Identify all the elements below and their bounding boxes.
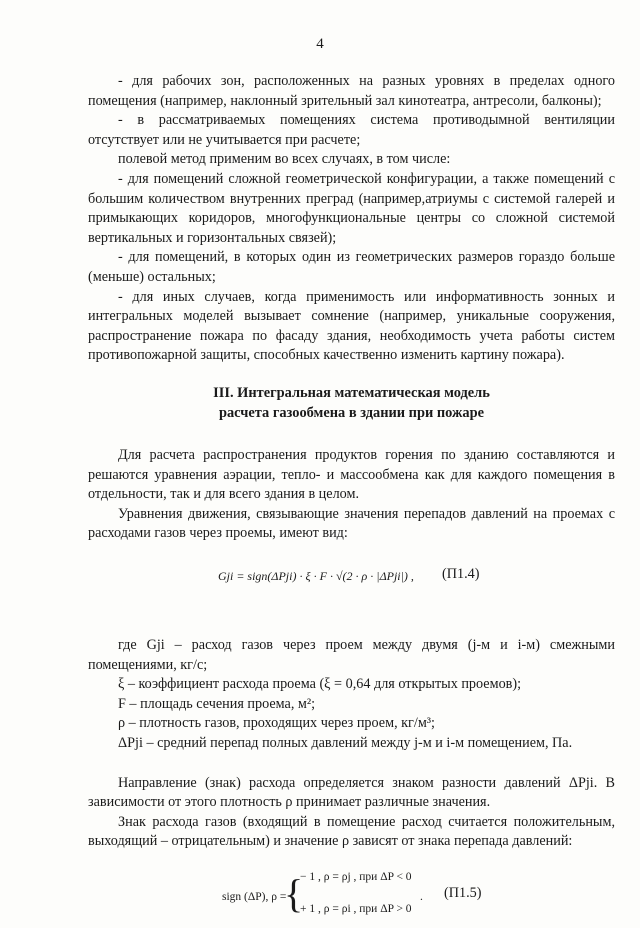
paragraph: Направление (знак) расхода определяется знаком разности давлений ΔPji. В зависимости от этого плотность ρ принимает различные значения. (88, 774, 615, 811)
paragraph: полевой метод применим во всех случаях, в том числе: (118, 151, 451, 168)
formula-case: − 1 , ρ = ρj , при ΔP < 0 (300, 871, 412, 883)
formula-case: + 1 , ρ = ρi , при ΔP > 0 (300, 903, 412, 915)
definition: F – площадь сечения проема, м²; (118, 695, 316, 712)
formula-tag: (П1.5) (444, 885, 482, 901)
definition: ρ – плотность газов, проходящих через проем, кг/м³; (118, 715, 435, 732)
section-heading (88, 384, 615, 423)
paragraph: Для расчета распространения продуктов горения по зданию составляются и решаются уравнения аэрации, тепло- и массообмена как для каждого помещения в отдельности, так и для всего здания в целом. (88, 447, 615, 503)
paragraph: Уравнения движения, связывающие значения перепадов давлений на проемах с расходами газов через проемы, имеют вид: (88, 505, 615, 542)
formula-tag: (П1.4) (442, 566, 480, 583)
definition: где Gji – расход газов через проем между двумя (j-м и i-м) смежными помещениями, кг/с; (88, 637, 615, 673)
definition: ΔPji – средний перепад полных давлений между j-м и i-м помещением, Па. (118, 735, 573, 752)
formula-lhs: sign (ΔP), ρ = (222, 891, 287, 903)
paragraph: Знак расхода газов (входящий в помещение расход считается положительным, выходящий – отрицательным) и значение ρ зависят от знака перепада давлений: (88, 813, 615, 850)
paragraph: - для помещений, в которых один из геометрических размеров гораздо больше (меньше) остальных; (88, 249, 615, 285)
paragraph: - для иных случаев, когда применимость или информативность зонных и интегральных моделей вызывает сомнение (например, уникальные сооружения, распространение пожара по фасаду здания, необходимость учета работы систем противопожарной защиты, способных качественно изменить картину пожара). (88, 288, 615, 364)
formula-expression: Gji = sign(ΔPji) · ξ · F · √(2 · ρ · |ΔPji|) , (218, 569, 414, 584)
page-number: 4 (316, 36, 324, 52)
formula-p1-5 (88, 864, 615, 928)
section-heading-line: расчета газообмена в здании при пожаре (218, 404, 484, 421)
section-heading-line: III. Интегральная математическая модель (213, 384, 490, 401)
paragraph: - в рассматриваемых помещениях система противодымной вентиляции отсутствует или не учитывается при расчете; (88, 112, 615, 148)
document-body (88, 72, 615, 928)
formula-end: . (420, 891, 423, 903)
curly-brace-icon: { (284, 871, 304, 916)
paragraph: - для помещений сложной геометрической конфигурации, а также помещений с большим количеством внутренних преград (например,атриумы с системой галерей и примыкающих коридоров, многофункциональные центры со сложной системой вертикальных и горизонтальных связей); (88, 170, 615, 246)
formula-p1-4 (88, 557, 615, 599)
paragraph: - для рабочих зон, расположенных на разных уровнях в пределах одного помещения (например, наклонный зрительный зал кинотеатра, антресоли, балконы); (88, 73, 615, 109)
definition: ξ – коэффициент расхода проема (ξ = 0,64 для открытых проемов); (118, 676, 522, 693)
